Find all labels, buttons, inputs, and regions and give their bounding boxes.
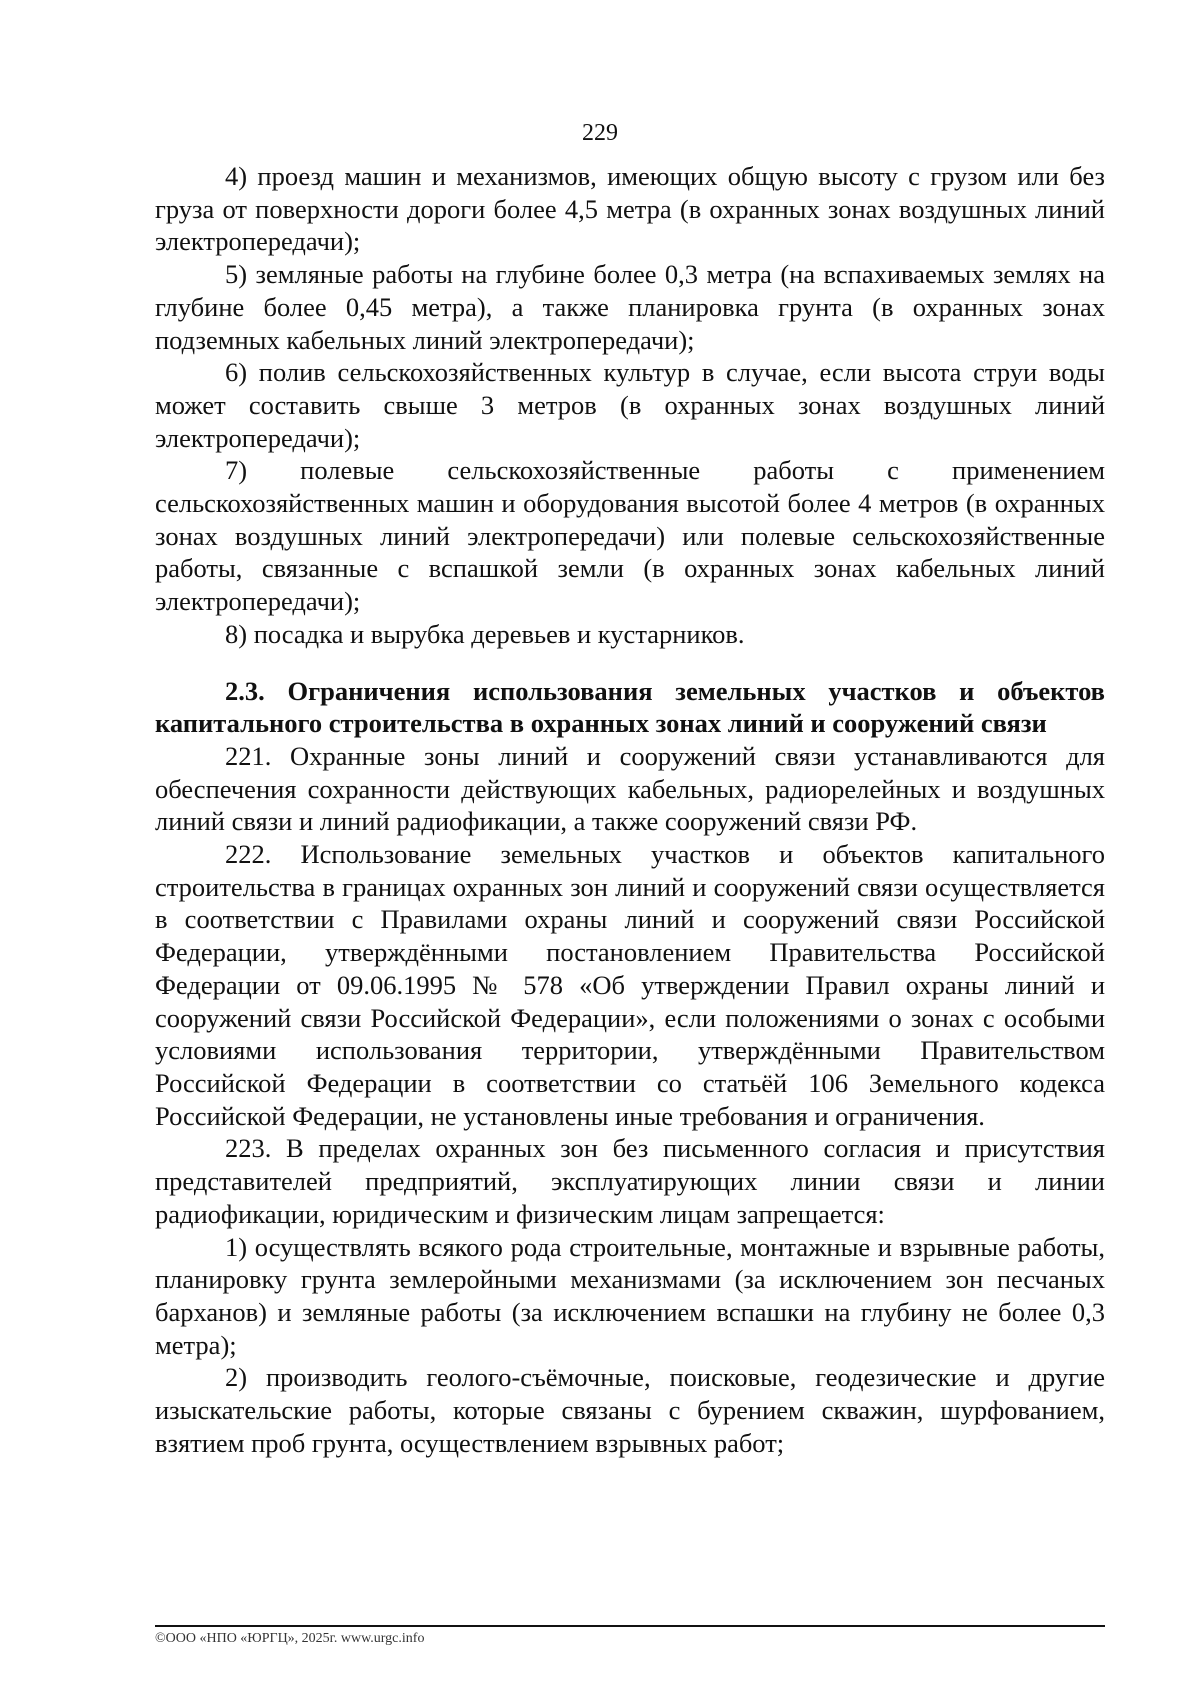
list-item-5: 5) земляные работы на глубине более 0,3 метра (на вспахиваемых землях на глубине более 0,45 метра), а также планировка грунта (в охранных зонах подземных кабельных линий электропередачи); [155,259,1105,355]
document-body [155,160,1105,1459]
prohibition-item-1: 1) осуществлять всякого рода строительные, монтажные и взрывные работы, планировку грунта землеройными механизмами (за исключением зон песчаных барханов) и земляные работы (за исключением вспашки на глубину не более 0,3 метра); [155,1231,1105,1360]
list-item-4: 4) проезд машин и механизмов, имеющих общую высоту с грузом или без груза от поверхности дороги более 4,5 метра (в охранных зонах воздушных линий электропередачи); [155,161,1105,257]
paragraph-223: 223. В пределах охранных зон без письменного согласия и присутствия представителей предприятий, эксплуатирующих линии связи и линии радиофикации, юридическим и физическим лицам запрещается: [155,1133,1105,1229]
list-item-7: 7) полевые сельскохозяйственные работы с применением сельскохозяйственных машин и оборудования высотой более 4 метров (в охранных зонах воздушных линий электропередачи) или полевые сельскохозяйственные работы, связанные с вспашкой земли (в охранных зонах кабельных линий электропередачи); [155,455,1105,617]
paragraph-222: 222. Использование земельных участков и объектов капитального строительства в границах охранных зон линий и сооружений связи осуществляется в соответствии с Правилами охраны линий и сооружений связи Российской Федерации, утверждёнными постановлением Правительства Российской Федерации от 09.06.1995 № 578 «Об утверждении Правил охраны линий и сооружений связи Российской Федерации», если положениями о зонах с особыми условиями использования территории, утверждёнными Правительством Российской Федерации в соответствии со статьёй 106 Земельного кодекса Российской Федерации, не установлены иные требования и ограничения. [155,839,1105,1131]
list-item-6: 6) полив сельскохозяйственных культур в случае, если высота струи воды может составить свыше 3 метров (в охранных зонах воздушных линий электропередачи); [155,357,1105,453]
page-number: 229 [582,120,618,146]
footer-divider [155,1625,1105,1627]
list-item-8: 8) посадка и вырубка деревьев и кустарников. [225,618,745,649]
footer-copyright: ©ООО «НПО «ЮРГЦ», 2025г. www.urgc.info [155,1631,425,1646]
prohibition-item-2: 2) производить геолого-съёмочные, поисковые, геодезические и другие изыскательские работы, которые связаны с бурением скважин, шурфованием, взятием проб грунта, осуществлением взрывных работ; [155,1362,1105,1458]
section-heading: 2.3. Ограничения использования земельных участков и объектов капитального строительства в охранных зонах линий и сооружений связи [155,675,1105,739]
paragraph-221: 221. Охранные зоны линий и сооружений связи устанавливаются для обеспечения сохранности действующих кабельных, радиорелейных и воздушных линий связи и линий радиофикации, а также сооружений связи РФ. [155,740,1105,837]
